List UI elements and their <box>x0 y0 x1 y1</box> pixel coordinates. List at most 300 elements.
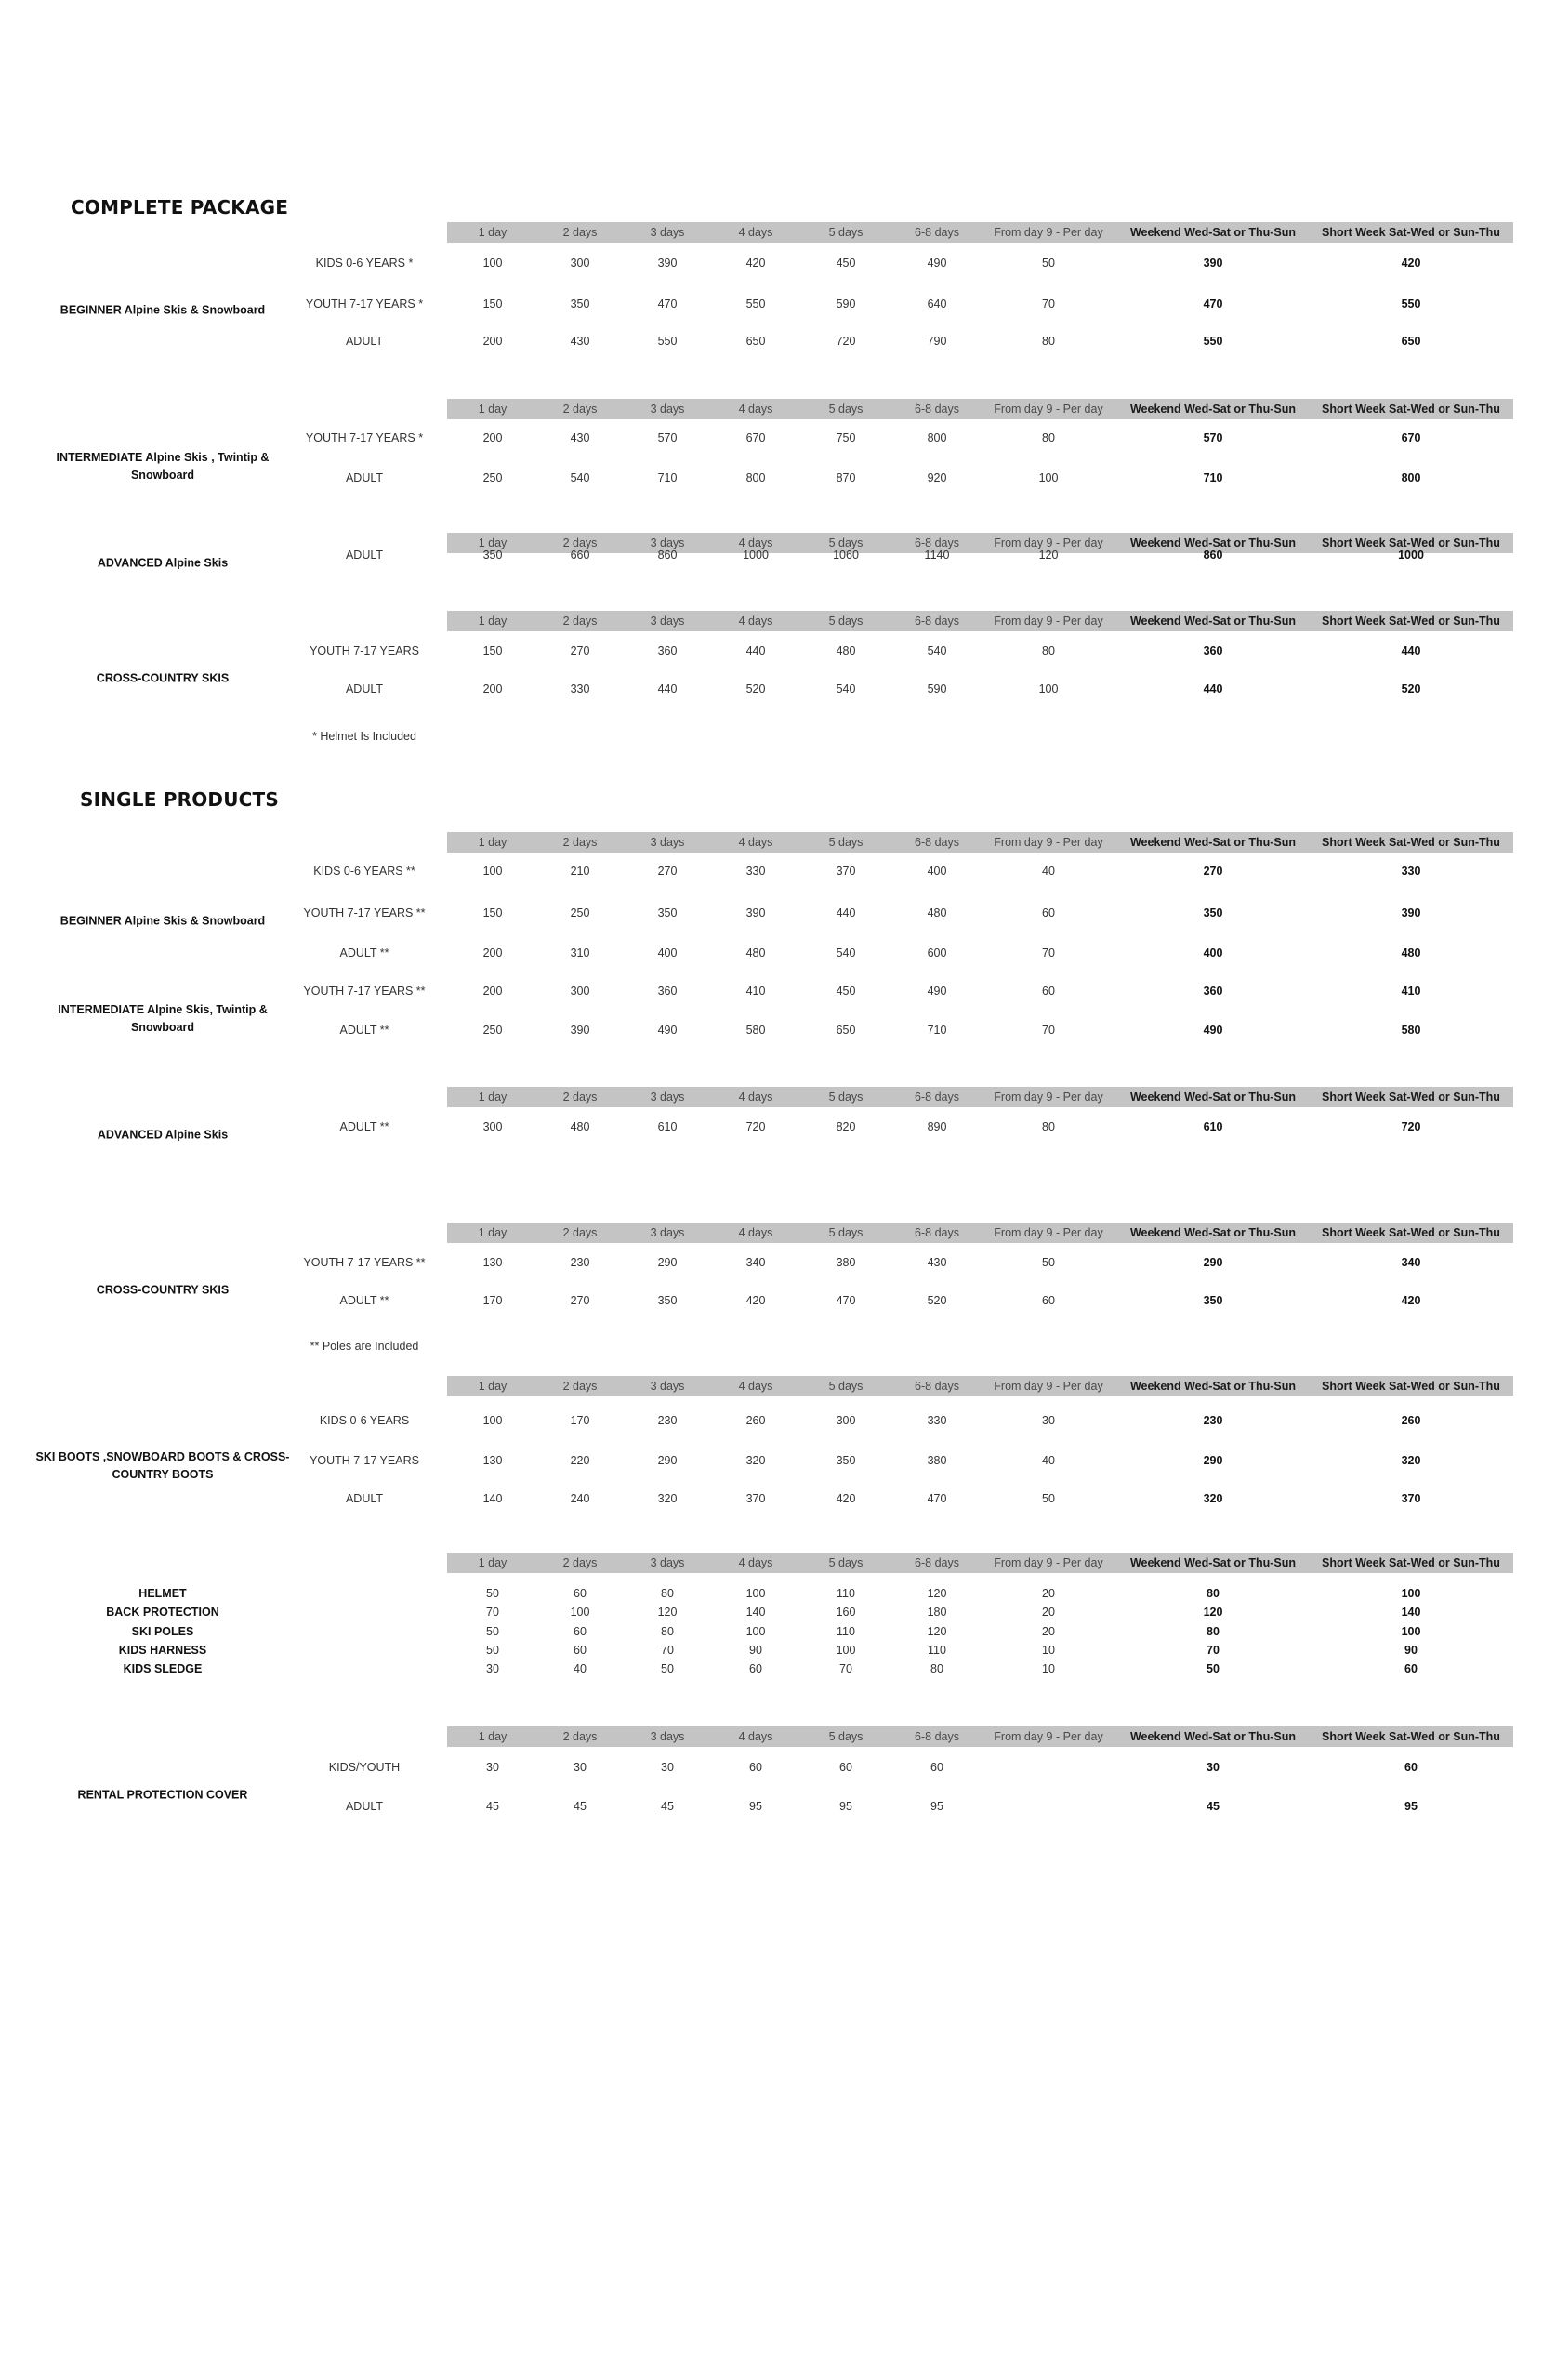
column-header-bar <box>447 1223 1513 1243</box>
price-cell: 10 <box>1042 1644 1055 1657</box>
price-cell: 50 <box>661 1662 674 1675</box>
price-cell: 480 <box>745 946 766 959</box>
age-group-label: YOUTH 7-17 YEARS ** <box>303 985 426 998</box>
column-header-label: 2 days <box>562 226 598 239</box>
price-cell: 230 <box>657 1414 678 1427</box>
column-header-label: 5 days <box>828 403 864 416</box>
price-cell: 430 <box>927 1256 947 1269</box>
price-cell: 440 <box>836 906 856 919</box>
price-cell: 150 <box>482 298 503 311</box>
price-cell: 350 <box>657 1294 678 1307</box>
price-cell: 430 <box>570 431 590 444</box>
price-cell: 100 <box>570 1606 590 1619</box>
price-cell: 80 <box>930 1662 943 1675</box>
price-cell: 40 <box>574 1662 587 1675</box>
price-cell: 270 <box>1203 865 1223 878</box>
price-cell: 520 <box>745 682 766 695</box>
price-cell: 30 <box>1207 1761 1220 1774</box>
price-cell: 350 <box>1203 1294 1223 1307</box>
price-cell: 50 <box>486 1587 499 1600</box>
price-cell: 20 <box>1042 1587 1055 1600</box>
column-header-label: 1 day <box>478 1730 508 1743</box>
age-group-label: YOUTH 7-17 YEARS * <box>305 431 424 444</box>
price-cell: 260 <box>1401 1414 1421 1427</box>
column-header-label: 2 days <box>562 1730 598 1743</box>
price-cell: 430 <box>570 335 590 348</box>
price-cell: 60 <box>574 1644 587 1657</box>
price-cell: 80 <box>1042 431 1055 444</box>
product-name: KIDS SLEDGE <box>123 1662 203 1675</box>
price-cell: 120 <box>927 1625 947 1638</box>
price-cell: 470 <box>836 1294 856 1307</box>
price-cell: 290 <box>1203 1454 1223 1467</box>
price-cell: 90 <box>749 1644 762 1657</box>
price-cell: 80 <box>1042 335 1055 348</box>
price-cell: 70 <box>839 1662 852 1675</box>
column-header-bar <box>447 222 1513 243</box>
price-cell: 650 <box>836 1024 856 1037</box>
price-cell: 100 <box>482 865 503 878</box>
price-cell: 300 <box>570 257 590 270</box>
column-header-bar <box>447 1087 1513 1107</box>
column-header-label: Weekend Wed-Sat or Thu-Sun <box>1129 1556 1297 1569</box>
price-cell: 95 <box>930 1800 943 1813</box>
price-cell: 90 <box>1404 1644 1418 1657</box>
price-cell: 720 <box>1401 1120 1421 1133</box>
column-header-label: From day 9 - Per day <box>994 1091 1103 1104</box>
column-header-label: 2 days <box>562 1091 598 1104</box>
table-row <box>0 1253 1556 1272</box>
price-cell: 100 <box>1401 1587 1421 1600</box>
price-cell: 520 <box>927 1294 947 1307</box>
price-cell: 120 <box>927 1587 947 1600</box>
price-cell: 45 <box>486 1800 499 1813</box>
price-cell: 60 <box>749 1761 762 1774</box>
price-cell: 480 <box>1401 946 1421 959</box>
category-label: BEGINNER Alpine Skis & Snowboard <box>59 303 266 317</box>
column-header-label: 3 days <box>650 836 685 849</box>
table-row <box>0 1622 1556 1641</box>
table-row <box>0 1117 1556 1136</box>
column-header-label: From day 9 - Per day <box>994 1556 1103 1569</box>
column-header-label: Weekend Wed-Sat or Thu-Sun <box>1129 1730 1297 1743</box>
column-header-label: From day 9 - Per day <box>994 403 1103 416</box>
column-header-label: 4 days <box>738 615 773 628</box>
price-cell: 60 <box>1404 1662 1418 1675</box>
column-header-label: 1 day <box>478 1556 508 1569</box>
price-cell: 150 <box>482 644 503 657</box>
price-cell: 790 <box>927 335 947 348</box>
age-group-label: ADULT ** <box>339 1294 389 1307</box>
age-group-label: ADULT ** <box>339 946 389 959</box>
table-row <box>0 1758 1556 1777</box>
price-cell: 450 <box>836 985 856 998</box>
price-cell: 440 <box>1203 682 1223 695</box>
column-header-label: Weekend Wed-Sat or Thu-Sun <box>1129 403 1297 416</box>
price-cell: 440 <box>657 682 678 695</box>
price-cell: 320 <box>1203 1492 1223 1505</box>
column-header-label: From day 9 - Per day <box>994 836 1103 849</box>
column-header-label: 3 days <box>650 1091 685 1104</box>
price-cell: 420 <box>1401 1294 1421 1307</box>
category-label: CROSS-COUNTRY SKIS <box>96 1283 230 1297</box>
column-header-label: 5 days <box>828 1556 864 1569</box>
column-header-bar <box>447 611 1513 631</box>
price-cell: 420 <box>836 1492 856 1505</box>
column-header-label: 1 day <box>478 1091 508 1104</box>
price-cell: 890 <box>927 1120 947 1133</box>
price-cell: 860 <box>1203 549 1223 562</box>
price-cell: 600 <box>927 946 947 959</box>
column-header-label: 5 days <box>828 1091 864 1104</box>
price-cell: 800 <box>1401 471 1421 484</box>
price-cell: 150 <box>482 906 503 919</box>
column-header-label: Weekend Wed-Sat or Thu-Sun <box>1129 536 1297 549</box>
price-cell: 360 <box>1203 985 1223 998</box>
price-cell: 260 <box>745 1414 766 1427</box>
age-group-label: YOUTH 7-17 YEARS * <box>305 298 424 311</box>
column-header-label: From day 9 - Per day <box>994 1380 1103 1393</box>
price-cell: 300 <box>482 1120 503 1133</box>
price-cell: 350 <box>1203 906 1223 919</box>
column-header-label: 1 day <box>478 1380 508 1393</box>
column-header-label: From day 9 - Per day <box>994 536 1103 549</box>
price-cell: 720 <box>745 1120 766 1133</box>
price-cell: 140 <box>482 1492 503 1505</box>
price-cell: 350 <box>836 1454 856 1467</box>
price-cell: 490 <box>657 1024 678 1037</box>
table-row <box>0 1584 1556 1603</box>
column-header-label: Short Week Sat-Wed or Sun-Thu <box>1322 1556 1500 1569</box>
price-cell: 800 <box>927 431 947 444</box>
price-cell: 650 <box>1401 335 1421 348</box>
price-cell: 540 <box>570 471 590 484</box>
column-header-bar <box>447 1376 1513 1396</box>
price-cell: 660 <box>570 549 590 562</box>
price-cell: 570 <box>1203 431 1223 444</box>
price-cell: 120 <box>657 1606 678 1619</box>
table-row <box>0 680 1556 698</box>
price-cell: 540 <box>836 682 856 695</box>
price-cell: 590 <box>836 298 856 311</box>
price-cell: 230 <box>1203 1414 1223 1427</box>
price-cell: 80 <box>1207 1625 1220 1638</box>
column-header-label: 6-8 days <box>915 226 959 239</box>
column-header-label: 4 days <box>738 1730 773 1743</box>
column-header-label: 1 day <box>478 615 508 628</box>
table-row <box>0 1021 1556 1039</box>
column-header-label: 4 days <box>738 1091 773 1104</box>
price-cell: 200 <box>482 431 503 444</box>
column-header-label: 4 days <box>738 1226 773 1239</box>
column-header-label: 3 days <box>650 615 685 628</box>
price-cell: 480 <box>927 906 947 919</box>
column-header-label: 6-8 days <box>915 836 959 849</box>
table-row <box>0 1411 1556 1430</box>
price-cell: 200 <box>482 682 503 695</box>
price-cell: 360 <box>1203 644 1223 657</box>
price-cell: 290 <box>1203 1256 1223 1269</box>
column-header-label: 6-8 days <box>915 1730 959 1743</box>
price-cell: 820 <box>836 1120 856 1133</box>
price-cell: 250 <box>570 906 590 919</box>
price-cell: 710 <box>927 1024 947 1037</box>
price-cell: 610 <box>1203 1120 1223 1133</box>
price-cell: 650 <box>745 335 766 348</box>
age-group-label: ADULT <box>345 1800 384 1813</box>
category-label: INTERMEDIATE Alpine Skis, Twintip & Snowboard <box>58 1003 268 1034</box>
column-header-label: 3 days <box>650 1556 685 1569</box>
price-cell: 50 <box>1042 257 1055 270</box>
column-header-label: 6-8 days <box>915 1556 959 1569</box>
price-cell: 420 <box>745 257 766 270</box>
price-cell: 10 <box>1042 1662 1055 1675</box>
age-group-label: KIDS 0-6 YEARS <box>319 1414 410 1427</box>
price-cell: 380 <box>836 1256 856 1269</box>
price-cell: 170 <box>570 1414 590 1427</box>
price-cell: 200 <box>482 946 503 959</box>
price-cell: 360 <box>657 644 678 657</box>
price-cell: 390 <box>745 906 766 919</box>
price-cell: 40 <box>1042 1454 1055 1467</box>
price-cell: 570 <box>657 431 678 444</box>
price-cell: 200 <box>482 985 503 998</box>
price-cell: 410 <box>745 985 766 998</box>
age-group-label: KIDS 0-6 YEARS ** <box>313 865 415 878</box>
price-cell: 100 <box>482 1414 503 1427</box>
column-header-label: 2 days <box>562 615 598 628</box>
price-cell: 420 <box>745 1294 766 1307</box>
table-row <box>0 1641 1556 1659</box>
price-cell: 100 <box>836 1644 856 1657</box>
column-header-bar <box>447 1726 1513 1747</box>
price-cell: 640 <box>927 298 947 311</box>
price-cell: 670 <box>745 431 766 444</box>
price-cell: 480 <box>570 1120 590 1133</box>
price-cell: 30 <box>574 1761 587 1774</box>
category-label: INTERMEDIATE Alpine Skis , Twintip & Snowboard <box>56 451 270 482</box>
price-cell: 310 <box>570 946 590 959</box>
price-cell: 95 <box>839 1800 852 1813</box>
price-cell: 50 <box>486 1625 499 1638</box>
footnote-helmet: * Helmet Is Included <box>312 730 416 743</box>
column-header-label: 5 days <box>828 1380 864 1393</box>
price-cell: 540 <box>836 946 856 959</box>
column-header-label: Short Week Sat-Wed or Sun-Thu <box>1322 226 1500 239</box>
price-cell: 50 <box>1207 1662 1220 1675</box>
price-cell: 30 <box>486 1761 499 1774</box>
price-cell: 710 <box>657 471 678 484</box>
price-cell: 670 <box>1401 431 1421 444</box>
price-cell: 60 <box>574 1587 587 1600</box>
price-cell: 110 <box>837 1625 855 1638</box>
price-cell: 70 <box>1042 1024 1055 1037</box>
column-header-label: 2 days <box>562 1556 598 1569</box>
price-cell: 490 <box>927 985 947 998</box>
price-cell: 100 <box>1401 1625 1421 1638</box>
price-cell: 70 <box>486 1606 499 1619</box>
price-cell: 50 <box>486 1644 499 1657</box>
table-row <box>0 1797 1556 1816</box>
price-cell: 550 <box>657 335 678 348</box>
price-cell: 320 <box>1401 1454 1421 1467</box>
age-group-label: ADULT <box>345 335 384 348</box>
price-cell: 100 <box>745 1587 766 1600</box>
product-name: HELMET <box>138 1587 187 1600</box>
column-header-label: 5 days <box>828 536 864 549</box>
price-cell: 60 <box>1042 985 1055 998</box>
price-cell: 30 <box>486 1662 499 1675</box>
column-header-label: 3 days <box>650 226 685 239</box>
price-cell: 330 <box>570 682 590 695</box>
price-cell: 390 <box>570 1024 590 1037</box>
column-header-label: 3 days <box>650 536 685 549</box>
column-header-label: 1 day <box>478 226 508 239</box>
price-cell: 300 <box>836 1414 856 1427</box>
price-cell: 470 <box>1203 298 1223 311</box>
price-cell: 50 <box>1042 1492 1055 1505</box>
column-header-bar <box>447 1553 1513 1573</box>
price-cell: 350 <box>570 298 590 311</box>
price-cell: 390 <box>1203 257 1223 270</box>
column-header-label: 4 days <box>738 536 773 549</box>
column-header-label: Short Week Sat-Wed or Sun-Thu <box>1322 1380 1500 1393</box>
price-cell: 100 <box>1038 471 1059 484</box>
price-cell: 550 <box>1401 298 1421 311</box>
table-row <box>0 429 1556 447</box>
column-header-label: 5 days <box>828 226 864 239</box>
price-cell: 480 <box>836 644 856 657</box>
column-header-label: 6-8 days <box>915 403 959 416</box>
price-cell: 340 <box>745 1256 766 1269</box>
column-header-label: Short Week Sat-Wed or Sun-Thu <box>1322 1730 1500 1743</box>
price-cell: 230 <box>570 1256 590 1269</box>
price-cell: 450 <box>836 257 856 270</box>
age-group-label: KIDS/YOUTH <box>328 1761 401 1774</box>
column-header-label: Short Week Sat-Wed or Sun-Thu <box>1322 536 1500 549</box>
price-cell: 100 <box>1038 682 1059 695</box>
age-group-label: YOUTH 7-17 YEARS <box>310 1454 419 1467</box>
price-cell: 270 <box>657 865 678 878</box>
age-group-label: ADULT ** <box>339 1120 389 1133</box>
column-header-label: From day 9 - Per day <box>994 226 1103 239</box>
column-header-label: 6-8 days <box>915 536 959 549</box>
price-cell: 470 <box>657 298 678 311</box>
column-header-label: Weekend Wed-Sat or Thu-Sun <box>1129 1380 1297 1393</box>
table-row <box>0 1659 1556 1678</box>
column-header-label: 5 days <box>828 1730 864 1743</box>
price-cell: 70 <box>661 1644 674 1657</box>
column-header-label: Weekend Wed-Sat or Thu-Sun <box>1129 226 1297 239</box>
column-header-label: 2 days <box>562 1380 598 1393</box>
product-name: SKI POLES <box>131 1625 194 1638</box>
price-cell: 140 <box>1401 1606 1421 1619</box>
column-header-label: 1 day <box>478 403 508 416</box>
price-cell: 440 <box>745 644 766 657</box>
section-title-single-products: SINGLE PRODUCTS <box>80 788 279 811</box>
price-cell: 95 <box>749 1800 762 1813</box>
price-cell: 400 <box>657 946 678 959</box>
table-row <box>0 1451 1556 1470</box>
column-header-label: 6-8 days <box>915 1091 959 1104</box>
price-cell: 220 <box>570 1454 590 1467</box>
category-label: RENTAL PROTECTION COVER <box>77 1788 248 1802</box>
price-cell: 400 <box>1203 946 1223 959</box>
column-header-label: Short Week Sat-Wed or Sun-Thu <box>1322 1091 1500 1104</box>
price-cell: 720 <box>836 335 856 348</box>
price-cell: 240 <box>570 1492 590 1505</box>
price-cell: 290 <box>657 1256 678 1269</box>
table-row <box>0 904 1556 922</box>
price-cell: 360 <box>657 985 678 998</box>
table-row <box>0 546 1556 564</box>
price-cell: 290 <box>657 1454 678 1467</box>
price-cell: 330 <box>927 1414 947 1427</box>
age-group-label: ADULT <box>345 1492 384 1505</box>
price-cell: 350 <box>482 549 503 562</box>
column-header-label: 5 days <box>828 1226 864 1239</box>
price-cell: 370 <box>836 865 856 878</box>
column-header-label: 4 days <box>738 836 773 849</box>
price-cell: 1000 <box>743 549 769 562</box>
column-header-label: 6-8 days <box>915 615 959 628</box>
column-header-label: From day 9 - Per day <box>994 615 1103 628</box>
price-cell: 440 <box>1401 644 1421 657</box>
price-cell: 130 <box>482 1454 503 1467</box>
price-cell: 710 <box>1203 471 1223 484</box>
category-label: ADVANCED Alpine Skis <box>97 556 229 570</box>
price-cell: 300 <box>570 985 590 998</box>
price-cell: 100 <box>482 257 503 270</box>
price-cell: 45 <box>661 1800 674 1813</box>
price-cell: 490 <box>1203 1024 1223 1037</box>
price-cell: 60 <box>574 1625 587 1638</box>
column-header-label: Weekend Wed-Sat or Thu-Sun <box>1129 836 1297 849</box>
column-header-label: 6-8 days <box>915 1380 959 1393</box>
table-row <box>0 862 1556 880</box>
price-cell: 370 <box>745 1492 766 1505</box>
product-name: BACK PROTECTION <box>106 1606 219 1619</box>
price-cell: 490 <box>927 257 947 270</box>
age-group-label: ADULT <box>345 682 384 695</box>
price-cell: 80 <box>661 1587 674 1600</box>
price-cell: 60 <box>1042 906 1055 919</box>
price-cell: 95 <box>1404 1800 1418 1813</box>
column-header-label: Short Week Sat-Wed or Sun-Thu <box>1322 836 1500 849</box>
price-cell: 590 <box>927 682 947 695</box>
price-cell: 410 <box>1401 985 1421 998</box>
column-header-bar <box>447 832 1513 853</box>
price-cell: 550 <box>745 298 766 311</box>
table-row <box>0 332 1556 350</box>
column-header-label: Weekend Wed-Sat or Thu-Sun <box>1129 1226 1297 1239</box>
price-cell: 330 <box>1401 865 1421 878</box>
column-header-label: 1 day <box>478 1226 508 1239</box>
table-row <box>0 295 1556 313</box>
column-header-label: 3 days <box>650 403 685 416</box>
price-cell: 250 <box>482 471 503 484</box>
price-cell: 270 <box>570 1294 590 1307</box>
price-cell: 140 <box>745 1606 766 1619</box>
column-header-label: 4 days <box>738 1556 773 1569</box>
column-header-bar <box>447 399 1513 419</box>
price-cell: 30 <box>1042 1414 1055 1427</box>
column-header-label: 2 days <box>562 403 598 416</box>
price-cell: 390 <box>1401 906 1421 919</box>
price-cell: 80 <box>661 1625 674 1638</box>
column-header-label: Short Week Sat-Wed or Sun-Thu <box>1322 1226 1500 1239</box>
price-cell: 1140 <box>924 549 950 562</box>
